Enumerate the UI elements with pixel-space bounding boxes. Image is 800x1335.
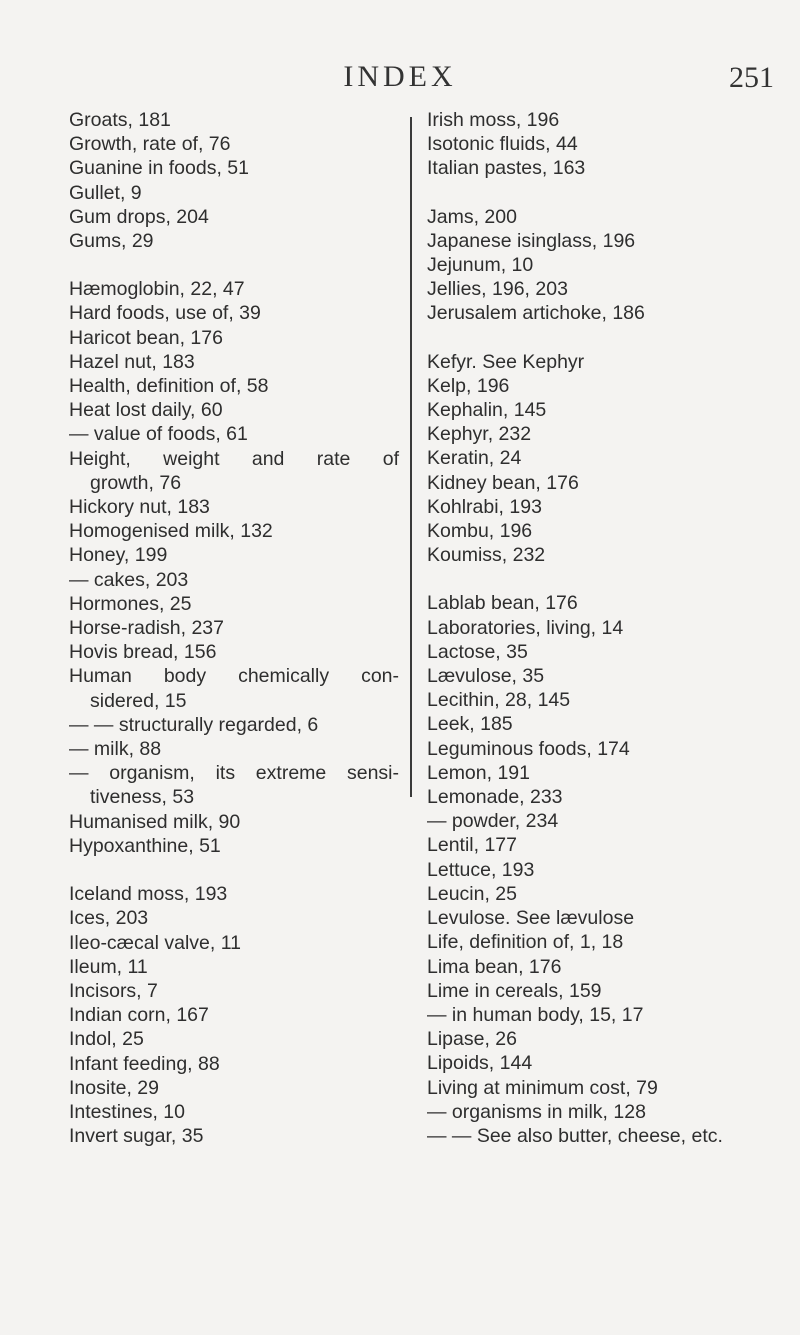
index-entry-continuation: tiveness, 53 bbox=[90, 786, 195, 809]
index-entry bbox=[427, 446, 787, 470]
index-entry bbox=[427, 495, 787, 519]
index-entry-text: Hard foods, use of, 39 bbox=[69, 302, 261, 325]
index-entry-text: Japanese isinglass, 196 bbox=[427, 229, 636, 252]
index-entry bbox=[69, 301, 399, 325]
index-entry-text: Jams, 200 bbox=[427, 205, 517, 228]
index-column-left bbox=[69, 108, 399, 1148]
index-entry bbox=[427, 616, 787, 640]
index-entry bbox=[427, 809, 787, 833]
index-entry bbox=[427, 543, 787, 567]
index-entry bbox=[427, 979, 787, 1003]
index-entry-text: Invert sugar, 35 bbox=[69, 1125, 204, 1148]
index-entry-text: Kombu, 196 bbox=[427, 520, 533, 543]
index-entry-text: Leguminous foods, 174 bbox=[427, 737, 630, 760]
index-entry bbox=[69, 326, 399, 350]
index-entry-text: Hæmoglobin, 22, 47 bbox=[69, 278, 245, 301]
index-entry bbox=[69, 519, 399, 543]
index-entry-text: Koumiss, 232 bbox=[427, 544, 546, 567]
index-entry-text: Lemonade, 233 bbox=[427, 786, 563, 809]
index-entry bbox=[427, 132, 787, 156]
index-entry-text: Growth, rate of, 76 bbox=[69, 133, 231, 156]
index-entry bbox=[69, 737, 399, 761]
column-divider bbox=[410, 117, 412, 797]
index-entry-text: Height, weight and rate of bbox=[69, 447, 399, 470]
index-entry bbox=[69, 229, 399, 253]
index-entry bbox=[69, 447, 399, 495]
index-entry bbox=[69, 108, 399, 132]
index-entry bbox=[69, 1124, 399, 1148]
index-entry-text: Incisors, 7 bbox=[69, 979, 158, 1002]
index-entry bbox=[427, 301, 787, 325]
index-entry bbox=[69, 132, 399, 156]
index-entry-text: Gullet, 9 bbox=[69, 181, 142, 204]
index-entry bbox=[427, 737, 787, 761]
index-entry-text: Haricot bean, 176 bbox=[69, 326, 223, 349]
index-entry-text: — — See also butter, cheese, etc. bbox=[427, 1124, 723, 1147]
page-title: INDEX bbox=[343, 60, 457, 93]
index-entry-text: Living at minimum cost, 79 bbox=[427, 1076, 658, 1099]
index-entry bbox=[69, 277, 399, 301]
index-entry-text: Indol, 25 bbox=[69, 1028, 144, 1051]
index-entry-text: — organism, its extreme sensi- bbox=[69, 762, 399, 785]
index-entry bbox=[427, 471, 787, 495]
index-entry bbox=[69, 205, 399, 229]
index-entry bbox=[69, 640, 399, 664]
index-entry-text: Lipoids, 144 bbox=[427, 1052, 533, 1075]
index-entry bbox=[427, 205, 787, 229]
index-entry-text: Lipase, 26 bbox=[427, 1028, 517, 1051]
index-entry-text: Italian pastes, 163 bbox=[427, 157, 586, 180]
index-entry-text: Inosite, 29 bbox=[69, 1076, 159, 1099]
index-entry-text: Lecithin, 28, 145 bbox=[427, 689, 571, 712]
index-entry bbox=[69, 1076, 399, 1100]
index-entry bbox=[69, 834, 399, 858]
index-entry-continuation: sidered, 15 bbox=[90, 689, 187, 712]
index-entry bbox=[69, 592, 399, 616]
index-entry-text: — in human body, 15, 17 bbox=[427, 1003, 644, 1026]
index-entry bbox=[69, 761, 399, 809]
index-entry-text: Guanine in foods, 51 bbox=[69, 157, 249, 180]
index-entry bbox=[69, 931, 399, 955]
index-entry bbox=[427, 1051, 787, 1075]
index-entry bbox=[427, 350, 787, 374]
index-entry bbox=[427, 858, 787, 882]
index-entry bbox=[427, 519, 787, 543]
index-entry bbox=[69, 713, 399, 737]
index-entry bbox=[69, 810, 399, 834]
index-entry-text: Hazel nut, 183 bbox=[69, 350, 195, 373]
index-entry-text: Infant feeding, 88 bbox=[69, 1052, 220, 1075]
index-entry bbox=[427, 1003, 787, 1027]
index-entry bbox=[427, 591, 787, 615]
index-entry bbox=[69, 616, 399, 640]
index-entry bbox=[427, 785, 787, 809]
index-entry-text: — value of foods, 61 bbox=[69, 423, 248, 446]
index-entry bbox=[427, 156, 787, 180]
index-entry-continuation: growth, 76 bbox=[90, 471, 182, 494]
index-entry bbox=[69, 906, 399, 930]
index-entry bbox=[427, 882, 787, 906]
page-number: 251 bbox=[729, 61, 774, 94]
index-entry-text: Gums, 29 bbox=[69, 230, 154, 253]
index-entry bbox=[69, 543, 399, 567]
index-entry bbox=[427, 229, 787, 253]
index-entry-text: Kefyr. See Kephyr bbox=[427, 350, 585, 373]
index-entry-text: — — structurally regarded, 6 bbox=[69, 713, 319, 736]
index-entry-text: Intestines, 10 bbox=[69, 1100, 185, 1123]
index-entry bbox=[427, 253, 787, 277]
index-entry-text: Kohlrabi, 193 bbox=[427, 495, 542, 518]
index-entry bbox=[427, 1100, 787, 1124]
index-entry-text: Lentil, 177 bbox=[427, 834, 517, 857]
index-entry-text: Isotonic fluids, 44 bbox=[427, 133, 578, 156]
index-entry bbox=[69, 350, 399, 374]
index-entry bbox=[69, 955, 399, 979]
index-entry-text: Jellies, 196, 203 bbox=[427, 278, 568, 301]
index-entry bbox=[69, 1003, 399, 1027]
index-entry-text: Iceland moss, 193 bbox=[69, 883, 228, 906]
index-entry-text: Groats, 181 bbox=[69, 109, 171, 131]
index-entry-text: Ices, 203 bbox=[69, 907, 149, 930]
index-entry bbox=[69, 1052, 399, 1076]
index-entry bbox=[69, 495, 399, 519]
index-entry bbox=[427, 108, 787, 132]
index-entry-text: Lemon, 191 bbox=[427, 761, 530, 784]
index-entry bbox=[69, 422, 399, 446]
index-entry-text: — cakes, 203 bbox=[69, 568, 189, 591]
index-entry-text: Ileo-cæcal valve, 11 bbox=[69, 931, 241, 954]
index-entry bbox=[427, 955, 787, 979]
index-entry bbox=[427, 664, 787, 688]
index-entry bbox=[427, 833, 787, 857]
index-entry-text: Humanised milk, 90 bbox=[69, 810, 241, 833]
index-entry bbox=[427, 398, 787, 422]
index-entry bbox=[427, 761, 787, 785]
index-entry-text: — organisms in milk, 128 bbox=[427, 1100, 646, 1123]
index-entry-text: Gum drops, 204 bbox=[69, 205, 209, 228]
index-entry bbox=[69, 181, 399, 205]
index-entry bbox=[69, 882, 399, 906]
index-entry-text: Hovis bread, 156 bbox=[69, 641, 217, 664]
index-entry bbox=[69, 568, 399, 592]
index-entry bbox=[427, 277, 787, 301]
index-entry-text: Lævulose, 35 bbox=[427, 665, 545, 688]
index-entry bbox=[69, 1100, 399, 1124]
index-entry-text: Kephalin, 145 bbox=[427, 399, 547, 422]
index-entry bbox=[427, 422, 787, 446]
index-entry-text: Indian corn, 167 bbox=[69, 1004, 209, 1027]
index-entry-text: Human body chemically con- bbox=[69, 665, 399, 688]
index-entry bbox=[69, 398, 399, 422]
index-entry bbox=[69, 374, 399, 398]
index-entry-text: Kephyr, 232 bbox=[427, 423, 532, 446]
index-entry-text: Health, definition of, 58 bbox=[69, 375, 269, 398]
index-entry-text: — powder, 234 bbox=[427, 810, 559, 833]
index-entry-text: Jejunum, 10 bbox=[427, 254, 534, 277]
index-entry-text: Ileum, 11 bbox=[69, 955, 148, 978]
index-entry-text: Lime in cereals, 159 bbox=[427, 979, 602, 1002]
index-entry-text: Leek, 185 bbox=[427, 713, 513, 736]
index-entry bbox=[427, 1027, 787, 1051]
index-entry-text: Leucin, 25 bbox=[427, 882, 517, 905]
index-entry-text: Hormones, 25 bbox=[69, 592, 192, 615]
index-entry-text: Lima bean, 176 bbox=[427, 955, 562, 978]
index-entry bbox=[427, 640, 787, 664]
index-entry-text: Irish moss, 196 bbox=[427, 109, 560, 131]
index-entry-text: Horse-radish, 237 bbox=[69, 617, 224, 640]
index-entry-text: Lactose, 35 bbox=[427, 640, 528, 663]
index-entry-text: Hypoxanthine, 51 bbox=[69, 834, 221, 857]
index-entry bbox=[69, 1027, 399, 1051]
index-entry-text: Kidney bean, 176 bbox=[427, 471, 579, 494]
index-entry-text: Jerusalem artichoke, 186 bbox=[427, 302, 645, 325]
index-entry-text: Hickory nut, 183 bbox=[69, 496, 210, 519]
index-entry-text: Kelp, 196 bbox=[427, 374, 510, 397]
index-entry-text: Heat lost daily, 60 bbox=[69, 399, 223, 422]
index-entry bbox=[427, 688, 787, 712]
index-entry-text: Laboratories, living, 14 bbox=[427, 616, 624, 639]
index-entry bbox=[69, 979, 399, 1003]
index-entry bbox=[427, 1076, 787, 1100]
index-entry bbox=[427, 906, 787, 930]
index-entry-text: Honey, 199 bbox=[69, 544, 168, 567]
index-column-right bbox=[427, 108, 787, 1148]
index-entry-text: Lablab bean, 176 bbox=[427, 592, 578, 615]
index-entry bbox=[69, 156, 399, 180]
index-entry bbox=[427, 1124, 787, 1148]
index-entry bbox=[427, 930, 787, 954]
index-entry-text: Homogenised milk, 132 bbox=[69, 520, 273, 543]
index-entry bbox=[427, 374, 787, 398]
index-entry-text: Levulose. See lævulose bbox=[427, 907, 635, 930]
index-entry bbox=[69, 664, 399, 712]
index-entry bbox=[427, 712, 787, 736]
index-entry-text: — milk, 88 bbox=[69, 738, 162, 761]
index-entry-text: Keratin, 24 bbox=[427, 447, 522, 470]
index-entry-text: Life, definition of, 1, 18 bbox=[427, 931, 624, 954]
index-entry-text: Lettuce, 193 bbox=[427, 858, 535, 881]
